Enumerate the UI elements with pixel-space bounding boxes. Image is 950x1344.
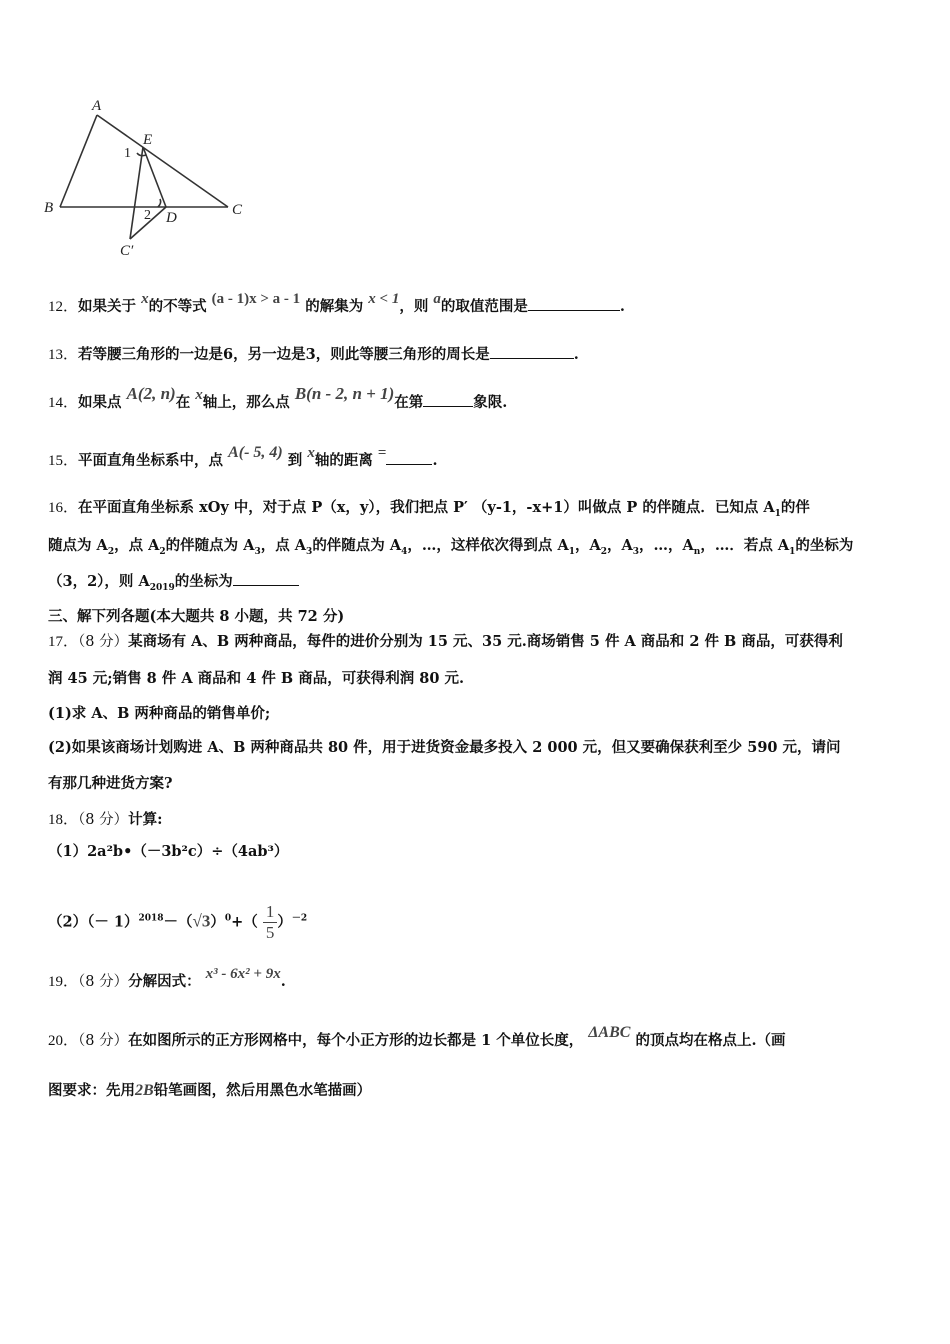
label-d: D: [166, 210, 177, 226]
question-16-line2: 随点为 $A_2$，点 $A_2$的伴随点为 $A_3$，点 $A_3$的伴随点为 $A_4$，…，这样依次得到点 $A_1$，$A_2$，$A_3$，…，$A_n$，…．若点 $A_1$的坐标为: [48, 537, 854, 557]
segment-ecprime: [130, 147, 143, 239]
question-18-part2: $(2)(- 1)^{2018}-(√3)^0+$（ $\frac{1}{5}$ ）$^{-2}$: [48, 902, 308, 942]
question-16-line1: 16．在平面直角坐标系 xOy 中，对于点 P（x，y），我们把点 P′ （y-1，-x+1）叫做点 P 的伴随点．已知点 $A_1$的伴: [48, 499, 810, 519]
label-c-prime: C′: [120, 243, 134, 259]
answer-blank: [233, 573, 299, 586]
question-14: 14．如果点 A(2, n)在 x轴上，那么点 B(n - 2, n + 1)在第 象限.: [48, 384, 508, 411]
question-17-line2: 润 45 元;销售 8 件 A 商品和 4 件 B 商品，可获得利润 80 元.: [48, 670, 465, 687]
segment-ac: [97, 115, 228, 207]
question-16-line3: （3，2），则 $A_{2019}$的坐标为: [48, 573, 299, 597]
label-e: E: [143, 132, 153, 148]
question-13: 13．若等腰三角形的一边是6，另一边是3，则此等腰三角形的周长是 .: [48, 346, 579, 363]
triangle-figure: [40, 95, 260, 265]
question-19: 19．（8 分）分解因式： x³ - 6x² + 9x.: [48, 966, 286, 990]
question-20-line1: 20．（8 分）在如图所示的正方形网格中，每个小正方形的边长都是 1 个单位长度， ΔABC 的顶点均在格点上.（画: [48, 1024, 786, 1049]
answer-blank: [528, 298, 620, 311]
question-18-part1: （1）2a²b•（－3b²c）÷（4ab³）: [48, 843, 289, 860]
label-b: B: [44, 200, 54, 216]
question-17-part1: (1)求 A、B 两种商品的销售单价;: [48, 705, 271, 722]
answer-blank: [490, 346, 574, 359]
question-17-part2-line2: 有那几种进货方案?: [48, 775, 173, 792]
question-20-line2: 图要求：先用2B铅笔画图，然后用黑色水笔描画）: [48, 1082, 372, 1099]
question-12: 12．如果关于 x的不等式 (a - 1)x > a - 1 的解集为 x < 1，则 a的取值范围是 .: [48, 291, 625, 315]
answer-blank: [423, 394, 473, 407]
question-18: 18．（8 分）计算:: [48, 811, 163, 828]
question-15: 15．平面直角坐标系中，点 A(- 5, 4) 到 x轴的距离 = .: [48, 444, 438, 469]
label-angle-1: 1: [124, 146, 131, 161]
label-angle-2: 2: [144, 208, 151, 223]
segment-ab: [60, 115, 97, 207]
label-c: C: [232, 202, 243, 218]
question-17-line1: 17．（8 分）某商场有 A、B 两种商品，每件的进价分别为 15 元、35 元.商场销售 5 件 A 商品和 2 件 B 商品，可获得利: [48, 633, 843, 650]
fraction: $\frac{1}{5}$: [263, 902, 278, 943]
answer-blank: [386, 452, 432, 465]
question-17-part2-line1: (2)如果该商场计划购进 A、B 两种商品共 80 件，用于进货资金最多投入 2 000 元，但又要确保获利至少 590 元，请问: [48, 739, 841, 756]
label-a: A: [92, 98, 102, 114]
section-heading: 三、解下列各题(本大题共 8 小题，共 72 分): [48, 608, 345, 625]
angle-mark-2: [158, 199, 161, 207]
